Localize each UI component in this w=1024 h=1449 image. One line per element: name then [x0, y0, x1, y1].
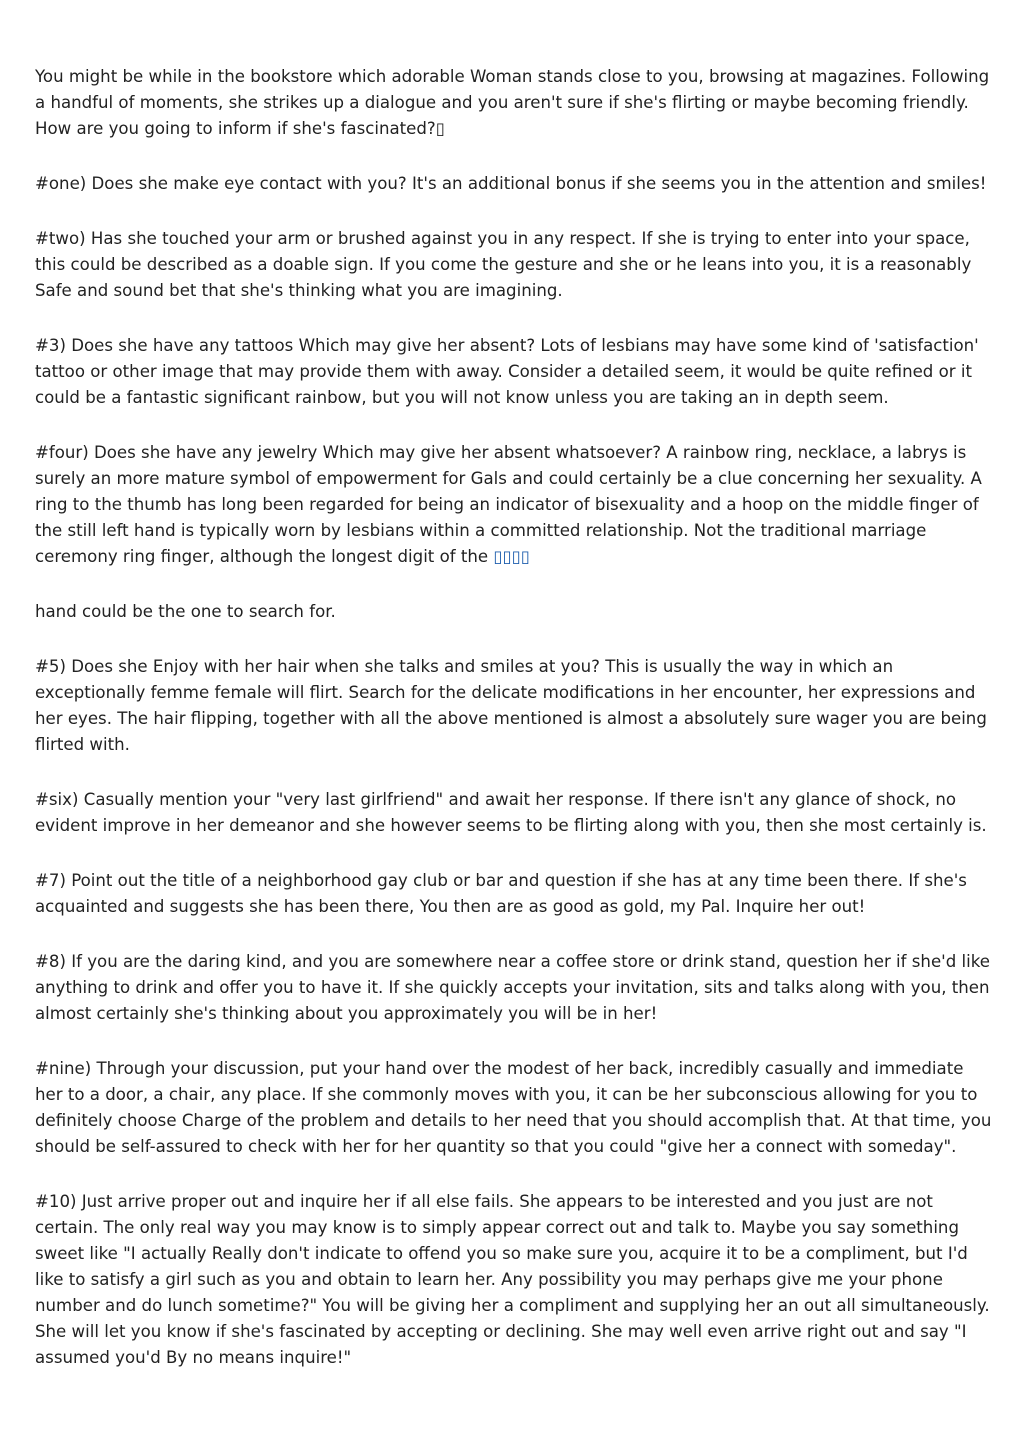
- paragraph-tip-4: [35, 440, 995, 570]
- paragraph-tip-9: [35, 1056, 995, 1160]
- paragraph-tip-5: [35, 654, 995, 758]
- document-body: [35, 64, 995, 1400]
- paragraph-tip-6: [35, 787, 995, 839]
- paragraph-tip-4-continued: [35, 599, 995, 625]
- paragraph-text: #one) Does she make eye contact with you? It's an additional bonus if she seems you in the attention and smiles!: [35, 174, 987, 193]
- paragraph-text: #8) If you are the daring kind, and you are somewhere near a coffee store or drink stand, question her if she'd like anything to drink and offer you to have it. If she quickly accepts your invitation, sits and talks along with you, then almost certainly she's thinking about you approximately you will be in her!: [35, 952, 990, 1023]
- paragraph-text: hand could be the one to search for.: [35, 602, 336, 621]
- paragraph-text: #3) Does she have any tattoos Which may give her absent? Lots of lesbians may have some kind of 'satisfaction' tattoo or other image that may provide them with away. Consider a detailed seem, it would be quite refined or it could be a fantastic significant rainbow, but you will not know unless you are taking an in depth seem.: [35, 336, 979, 407]
- paragraph-tip-7: [35, 868, 995, 920]
- paragraph-tip-8: [35, 949, 995, 1027]
- paragraph-text: #four) Does she have any jewelry Which may give her absent whatsoever? A rainbow ring, necklace, a labrys is surely an more mature symbol of empowerment for Gals and could certainly be a clue concerning her sexuality. A ring to the thumb has long been regarded for being an indicator of bisexuality and a hoop on the middle finger of the still left hand is typically worn by lesbians within a committed relationship. Not the traditional marriage ceremony ring finger, although the longest digit of the: [35, 443, 982, 566]
- inline-link[interactable]: ▯▯▯▯: [493, 547, 530, 566]
- paragraph-text: You might be while in the bookstore which adorable Woman stands close to you, browsing at magazines. Following a handful of moments, she strikes up a dialogue and you aren't sure if she's flirting or maybe becoming friendly. How are you going to inform if she's fascinated?▯: [35, 67, 990, 138]
- paragraph-text: #two) Has she touched your arm or brushed against you in any respect. If she is trying to enter into your space, this could be described as a doable sign. If you come the gesture and she or he leans into you, it is a reasonably Safe and sound bet that she's thinking what you are imagining.: [35, 229, 972, 300]
- paragraph-tip-2: [35, 226, 995, 304]
- paragraph-text: #10) Just arrive proper out and inquire her if all else fails. She appears to be interested and you just are not certain. The only real way you may know is to simply appear correct out and talk to. Maybe you say something sweet like "I actually Really don't indicate to offend you so make sure you, acquire it to be a compliment, but I'd like to satisfy a girl such as you and obtain to learn her. Any possibility you may perhaps give me your phone number and do lunch sometime?" You will be giving her a compliment and supplying her an out all simultaneously. She will let you know if she's fascinated by accepting or declining. She may well even arrive right out and say "I assumed you'd By no means inquire!": [35, 1192, 990, 1367]
- paragraph-tip-10: [35, 1189, 995, 1371]
- paragraph-text: #nine) Through your discussion, put your hand over the modest of her back, incredibly casually and immediate her to a door, a chair, any place. If she commonly moves with you, it can be her subconscious allowing for you to definitely choose Charge of the problem and details to her need that you should accomplish that. At that time, you should be self-assured to check with her for her quantity so that you could "give her a connect with someday".: [35, 1059, 992, 1156]
- paragraph-text: #5) Does she Enjoy with her hair when she talks and smiles at you? This is usually the way in which an exceptionally femme female will flirt. Search for the delicate modifications in her encounter, her expressions and her eyes. The hair flipping, together with all the above mentioned is almost a absolutely sure wager you are being flirted with.: [35, 657, 987, 754]
- paragraph-tip-3: [35, 333, 995, 411]
- paragraph-intro: [35, 64, 995, 142]
- paragraph-text: #six) Casually mention your "very last girlfriend" and await her response. If there isn't any glance of shock, no evident improve in her demeanor and she however seems to be flirting along with you, then she most certainly is.: [35, 790, 987, 835]
- paragraph-text: #7) Point out the title of a neighborhood gay club or bar and question if she has at any time been there. If she's acquainted and suggests she has been there, You then are as good as gold, my Pal. Inquire her out!: [35, 871, 967, 916]
- paragraph-tip-1: [35, 171, 995, 197]
